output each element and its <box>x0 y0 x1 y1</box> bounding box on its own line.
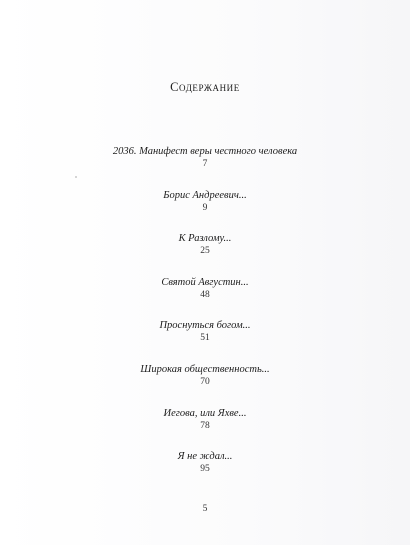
toc-entry <box>0 232 410 276</box>
toc-entry <box>0 145 410 189</box>
toc-entry-page: 78 <box>200 420 210 431</box>
toc-entry-page: 25 <box>200 246 210 257</box>
toc-entry-title: Проснуться богом... <box>159 320 251 332</box>
toc-entry-title: 2036. Манифест веры честного человека <box>112 146 298 157</box>
toc-entry <box>0 450 410 494</box>
toc-entry <box>0 189 410 233</box>
toc-entry-title: Иегова, или Яхве... <box>163 407 247 419</box>
toc-heading: Содержание <box>170 80 240 94</box>
toc-entry <box>0 407 410 451</box>
toc-entry-page: 48 <box>200 289 210 300</box>
toc-entry-page: 9 <box>202 202 208 213</box>
toc-entry <box>0 319 410 363</box>
toc-entry-title: Святой Августин... <box>161 276 249 288</box>
paper-speck <box>75 176 77 178</box>
toc-entry-title: Борис Андреевич... <box>163 189 247 201</box>
toc-entry-page: 51 <box>200 333 210 344</box>
toc-entry <box>0 363 410 407</box>
toc-list <box>0 145 410 494</box>
toc-entry-page: 70 <box>200 376 210 387</box>
toc-entry-page: 95 <box>200 464 210 475</box>
toc-entry-title: К Разлому... <box>178 233 232 245</box>
toc-entry <box>0 276 410 320</box>
toc-entry-page: 7 <box>202 159 208 169</box>
page-number: 5 <box>202 504 208 514</box>
toc-entry-title: Широкая общественность... <box>140 363 270 375</box>
toc-entry-title: Я не ждал... <box>177 451 233 463</box>
